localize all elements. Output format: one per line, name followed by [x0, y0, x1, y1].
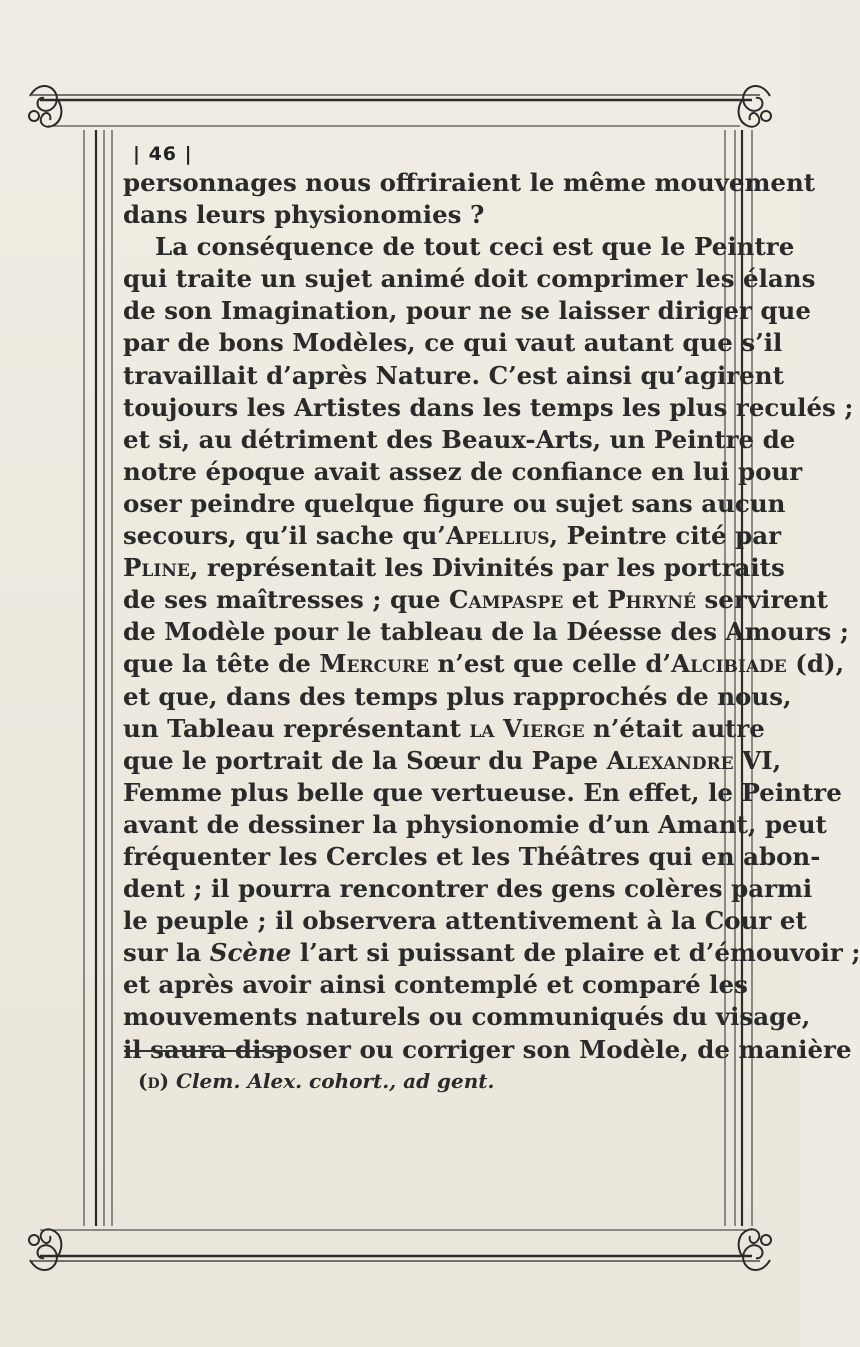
page-number: | 46 | — [133, 143, 193, 165]
name-phryne: Phryné — [607, 585, 696, 615]
text-line: fréquenter les Cercles et les Théâtres qui en abon- — [123, 841, 821, 871]
main-text — [123, 143, 860, 1066]
text-line: avant de dessiner la physionomie d’un Amant, peut — [123, 809, 827, 839]
text-line: et que, dans des temps plus rapprochés de nous, — [123, 681, 792, 711]
text-line: travaillait d’après Nature. C’est ainsi qu’agirent — [123, 360, 784, 390]
text-line: toujours les Artistes dans les temps les plus reculés ; — [123, 392, 854, 422]
text-line: dent ; il pourra rencontrer des gens colères parmi — [123, 874, 813, 904]
text-line: le peuple ; il observera attentivement à la Cour et — [123, 906, 807, 936]
name-campaspe: Campaspe — [449, 585, 564, 615]
text-line: Pline, représentait les Divinités par les portraits — [123, 553, 785, 583]
name-la-vierge: la Vierge — [469, 713, 585, 743]
footnote-text: Clem. Alex. cohort., ad gent. — [169, 1069, 495, 1093]
text-line: et si, au détriment des Beaux-Arts, un Peintre de — [123, 424, 796, 454]
text-line: de ses maîtresses ; que Campaspe et Phryné servirent — [123, 585, 828, 615]
text-line: un Tableau représentant la Vierge n’était autre — [123, 713, 765, 743]
name-apellius: Apellius — [445, 521, 550, 551]
text-line: notre époque avait assez de confiance en lui pour — [123, 456, 803, 486]
text-line: par de bons Modèles, ce qui vaut autant que s’il — [123, 328, 783, 358]
text-line: La conséquence de tout ceci est que le Peintre — [155, 232, 795, 262]
word-scene: Scène — [209, 938, 292, 968]
text-line: dans leurs physionomies ? — [123, 200, 485, 230]
text-line: qui traite un sujet animé doit comprimer les élans — [123, 264, 816, 294]
text-line: Femme plus belle que vertueuse. En effet, le Peintre — [123, 777, 842, 807]
text-line: que le portrait de la Sœur du Pape Alexandre VI, — [123, 745, 782, 775]
name-alcibiade: Alcibiade — [671, 649, 787, 679]
text-line: personnages nous offriraient le même mouvement — [123, 168, 816, 197]
text-line: oser peindre quelque figure ou sujet sans aucun — [123, 488, 786, 518]
text-line: mouvements naturels ou communiqués du visage, — [123, 1002, 811, 1032]
footnote-divider — [124, 1050, 290, 1052]
text-line: de son Imagination, pour ne se laisser diriger que — [123, 296, 811, 326]
text-line: sur la Scène l’art si puissant de plaire et d’émouvoir ; — [123, 938, 860, 968]
text-line: de Modèle pour le tableau de la Déesse des Amours ; — [123, 617, 849, 647]
text-line: secours, qu’il sache qu’Apellius, Peintre cité par — [123, 521, 781, 551]
name-pline: Pline — [123, 553, 190, 583]
name-mercure: Mercure — [319, 649, 430, 679]
page-number-value: 46 — [148, 143, 178, 165]
text-line: il saura disposer ou corriger son Modèle, de manière — [123, 1034, 852, 1064]
footnote — [138, 1069, 494, 1093]
text-line: et après avoir ainsi contemplé et comparé les — [123, 970, 748, 1000]
text-line: que la tête de Mercure n’est que celle d’Alcibiade (d), — [123, 649, 845, 679]
footnote-marker: (d) — [138, 1069, 170, 1093]
name-alexandre: Alexandre — [606, 745, 734, 775]
